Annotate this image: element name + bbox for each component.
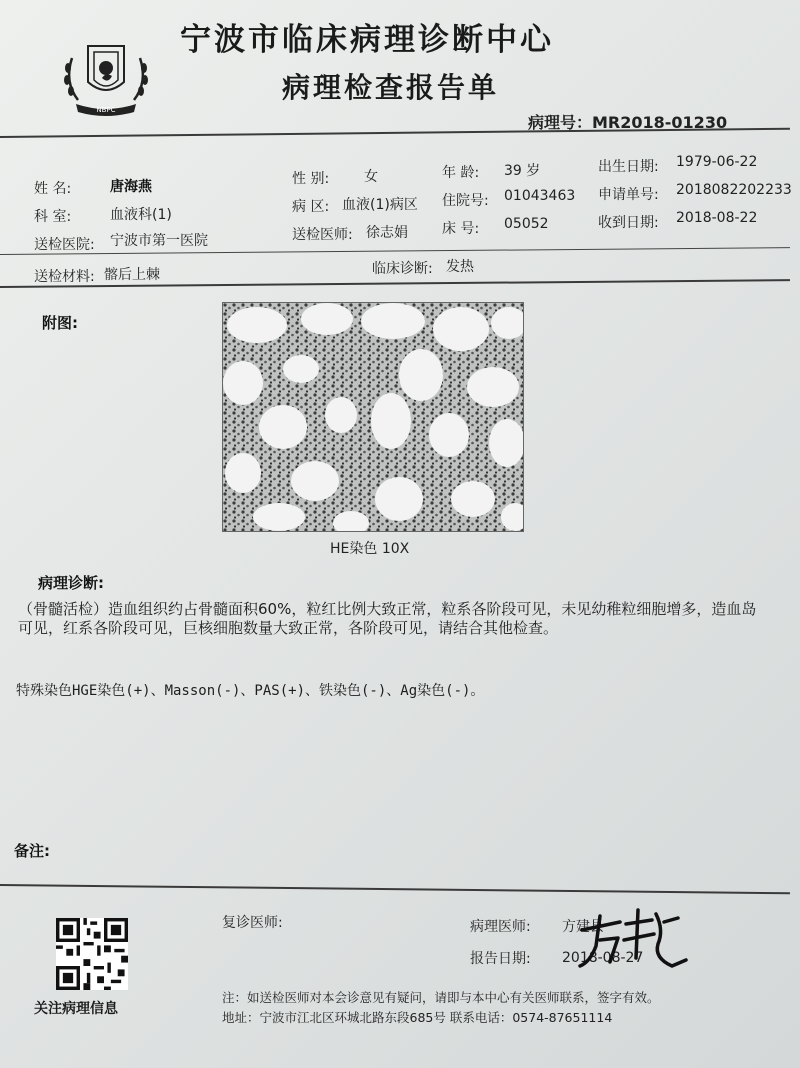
request-value: 2018082202233 <box>676 182 792 198</box>
dob-label: 出生日期: <box>598 159 659 175</box>
received-label: 收到日期: <box>598 215 659 231</box>
report-date-label: 报告日期: <box>470 951 531 967</box>
hospital-label: 送检医院: <box>34 237 95 253</box>
bed-value: 05052 <box>504 216 549 232</box>
pathology-number: 病理号：MR2018-01230 <box>528 113 728 132</box>
remarks-label: 备注: <box>14 842 50 860</box>
review-doctor-label: 复诊医师: <box>222 915 283 931</box>
doctor-value: 徐志娟 <box>366 225 408 241</box>
material-label: 送检材料: <box>34 269 95 285</box>
ward-label: 病 区: <box>292 199 330 215</box>
he-stain-micrograph <box>222 302 524 532</box>
pathologist-value: 方建县 <box>562 919 604 935</box>
gender-label: 性 别: <box>292 171 330 187</box>
diagnosis-heading: 病理诊断: <box>38 574 104 592</box>
nbpc-logo <box>58 38 154 120</box>
bed-label: 床 号: <box>442 221 480 237</box>
logo-text: NBPC <box>96 106 116 114</box>
qr-code <box>56 918 128 990</box>
diagnosis-text: （骨髓活检）造血组织约占骨髓面积60%，粒红比例大致正常，粒系各阶段可见，未见幼稚粒细胞增多，造血岛可见，红系各阶段可见，巨核细胞数量大致正常，各阶段可见，请结合其他检查。 <box>18 600 757 637</box>
footer-address: 地址：宁波市江北区环城北路东段685号 联系电话：0574-87651114 <box>222 1010 613 1025</box>
footer-note: 注：如送检医师对本会诊意见有疑问，请即与本中心有关医师联系，签字有效。 <box>222 990 660 1005</box>
material-value: 髂后上棘 <box>104 267 160 283</box>
clinical-value: 发热 <box>446 259 474 275</box>
ward-value: 血液(1)病区 <box>342 197 418 213</box>
qr-caption: 关注病理信息 <box>34 1001 118 1017</box>
footer-divider <box>0 884 790 894</box>
special-stain-results: 特殊染色HGE染色(+)、Masson(-)、PAS(+)、铁染色(-)、Ag染色(-)。 <box>16 683 485 699</box>
dept-label: 科 室: <box>34 209 72 225</box>
request-label: 申请单号: <box>598 187 659 203</box>
figure-label: 附图: <box>42 314 78 332</box>
handwritten-signature <box>560 900 690 980</box>
received-value: 2018-08-22 <box>676 210 758 226</box>
report-date-value: 2018-08-27 <box>562 950 644 966</box>
figure-caption: HE染色 10X <box>330 541 410 557</box>
inpatient-label: 住院号: <box>442 193 489 209</box>
age-value: 39 岁 <box>504 163 541 179</box>
inpatient-value: 01043463 <box>504 188 576 204</box>
dept-value: 血液科(1) <box>110 207 172 223</box>
report-title: 病理检查报告单 <box>282 71 500 104</box>
clinical-label: 临床诊断: <box>372 261 433 277</box>
gender-value: 女 <box>364 169 378 185</box>
name-label: 姓 名: <box>34 181 72 197</box>
age-label: 年 龄: <box>442 165 480 181</box>
dob-value: 1979-06-22 <box>676 154 758 170</box>
pathologist-label: 病理医师: <box>470 919 531 935</box>
center-title: 宁波市临床病理诊断中心 <box>180 22 554 58</box>
doctor-label: 送检医师: <box>292 227 353 243</box>
name-value: 唐海燕 <box>110 179 152 195</box>
hospital-value: 宁波市第一医院 <box>110 233 208 249</box>
